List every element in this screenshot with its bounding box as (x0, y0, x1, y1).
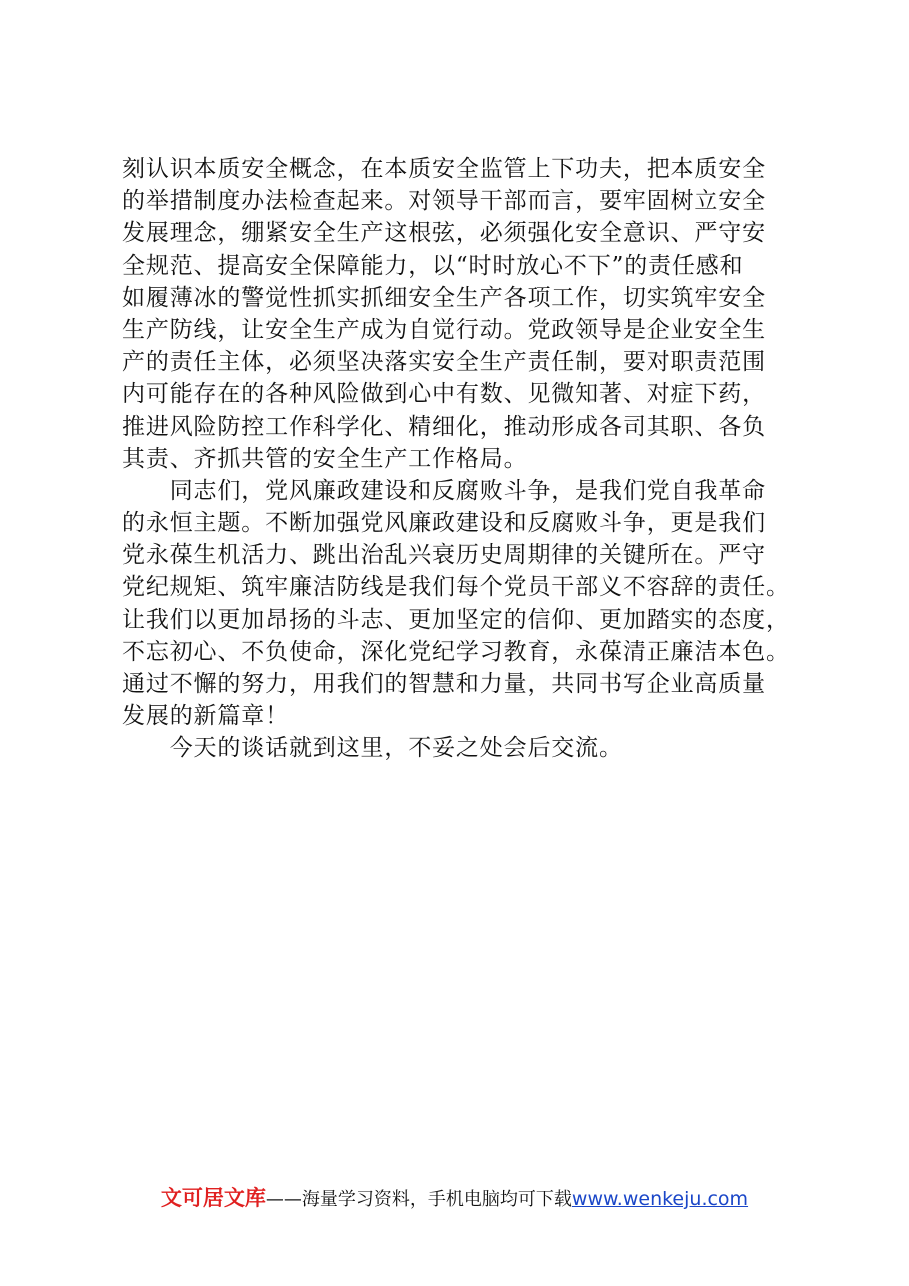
text-line: 生产防线，让安全生产成为自觉行动。党政领导是企业安全生 (122, 316, 766, 343)
footer-tagline: ——海量学习资料，手机电脑均可下载 (265, 1189, 572, 1210)
footer-brand: 文可居文库 (160, 1186, 266, 1210)
text-line: 发展的新篇章！ (122, 703, 289, 730)
text-line: 刻认识本质安全概念，在本质安全监管上下功夫，把本质安全 (122, 156, 766, 182)
document-body (122, 153, 812, 765)
text-line: 的举措制度办法检查起来。对领导干部而言，要牢固树立安全 (122, 188, 766, 215)
text-line: 的永恒主题。不断加强党风廉政建设和反腐败斗争，更是我们 (122, 510, 766, 537)
text-line: 发展理念，绷紧安全生产这根弦，必须强化安全意识、严守安 (122, 220, 766, 247)
text-line: 党纪规矩、筑牢廉洁防线是我们每个党员干部义不容辞的责任。 (122, 574, 790, 601)
text-line: 同志们，党风廉政建设和反腐败斗争，是我们党自我革命 (122, 477, 766, 504)
text-line: 如履薄冰的警觉性抓实抓细安全生产各项工作，切实筑牢安全 (122, 284, 766, 311)
text-line: 不忘初心、不负使命，深化党纪学习教育，永葆清正廉洁本色。 (122, 638, 790, 665)
text-line: 推进风险防控工作科学化、精细化，推动形成各司其职、各负 (122, 413, 766, 440)
text-line: 内可能存在的各种风险做到心中有数、见微知著、对症下药， (122, 381, 766, 408)
text-line: 党永葆生机活力、跳出治乱兴衰历史周期律的关键所在。严守 (122, 542, 766, 569)
text-line: 今天的谈话就到这里，不妥之处会后交流。 (122, 735, 623, 762)
text-line: 产的责任主体，必须坚决落实安全生产责任制，要对职责范围 (122, 349, 766, 376)
footer-banner (0, 1182, 909, 1212)
text-line: 通过不懈的努力，用我们的智慧和力量，共同书写企业高质量 (122, 671, 766, 697)
text-line: 其责、齐抓共管的安全生产工作格局。 (122, 445, 528, 472)
text-line: 让我们以更加昂扬的斗志、更加坚定的信仰、更加踏实的态度， (122, 606, 790, 633)
footer-url-link[interactable]: www.wenkeju.com (571, 1188, 749, 1210)
text-line: 全规范、提高安全保障能力，以“时时放心不下”的责任感和 (122, 252, 744, 279)
